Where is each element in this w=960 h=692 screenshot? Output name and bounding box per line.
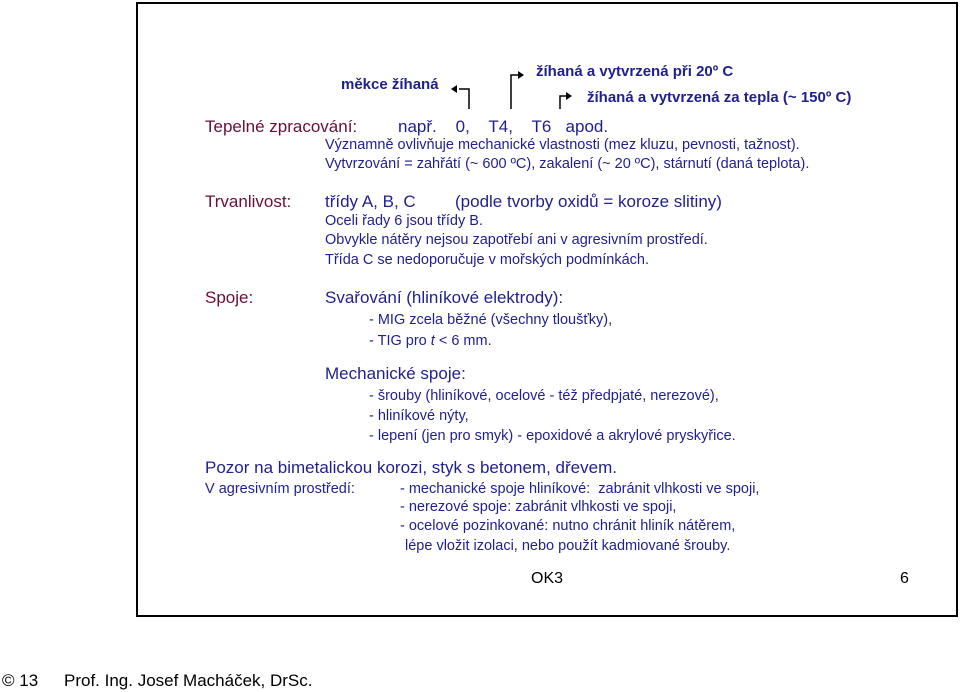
warning-line-2: - nerezové spoje: zabránit vlhkosti ve spoji, [400, 499, 677, 515]
mechanical-line-1: - šrouby (hliníkové, ocelové - též předpjaté, nerezové), [369, 388, 719, 404]
durability-note: (podle tvorby oxidů = koroze slitiny) [455, 192, 722, 211]
mig-line: - MIG zcela běžné (všechny tloušťky), [369, 312, 613, 328]
temper-examples: např. 0, T4, T6 apod. [398, 117, 609, 136]
joints-label: Spoje: [205, 288, 254, 307]
aged-150-label: žíhaná a vytvrzená za tepla (~ 150º C) [587, 89, 852, 106]
arrow-aged20 [511, 75, 520, 109]
aggressive-env-label: V agresivním prostředí: [205, 481, 355, 497]
aged-20-label: žíhaná a vytvrzená při 20º C [536, 63, 734, 80]
durability-line-1: Oceli řady 6 jsou třídy B. [325, 213, 483, 229]
slide-page-number: 6 [900, 570, 909, 587]
tig-line: - TIG pro t < 6 mm. [369, 333, 492, 349]
warning-line-4: lépe vložit izolaci, nebo použít kadmiované šrouby. [405, 538, 731, 554]
warning-line-1: - mechanické spoje hliníkové: zabránit vlhkosti ve spoji, [400, 481, 760, 497]
arrow-softened [459, 89, 469, 109]
mechanical-heading: Mechanické spoje: [325, 364, 466, 383]
durability-line-3: Třída C se nedoporučuje v mořských podmínkách. [325, 252, 649, 268]
welding-heading: Svařování (hliníkové elektrody): [325, 288, 564, 307]
slide-code: OK3 [531, 570, 564, 587]
durability-classes: třídy A, B, C [325, 192, 416, 211]
mechanical-line-3: - lepení (jen pro smyk) - epoxidové a akrylové pryskyřice. [369, 428, 736, 444]
heat-line-1: Významně ovlivňuje mechanické vlastnosti (mez kluzu, pevnosti, tažnost). [325, 137, 800, 153]
author: Prof. Ing. Josef Macháček, DrSc. [64, 671, 313, 690]
heat-treatment-label: Tepelné zpracování: [205, 117, 358, 136]
corrosion-warning: Pozor na bimetalickou korozi, styk s betonem, dřevem. [205, 458, 617, 477]
heat-line-2: Vytvrzování = zahřátí (~ 600 ºC), zakalení (~ 20 ºC), stárnutí (daná teplota). [325, 156, 810, 172]
durability-label: Trvanlivost: [205, 192, 292, 211]
copyright: © 13 [2, 671, 39, 690]
annealed-label: měkce žíhaná [341, 76, 439, 93]
durability-line-2: Obvykle nátěry nejsou zapotřebí ani v agresivním prostředí. [325, 232, 708, 248]
mechanical-line-2: - hliníkové nýty, [369, 408, 469, 424]
warning-line-3: - ocelové pozinkované: nutno chránit hliník nátěrem, [400, 518, 736, 534]
